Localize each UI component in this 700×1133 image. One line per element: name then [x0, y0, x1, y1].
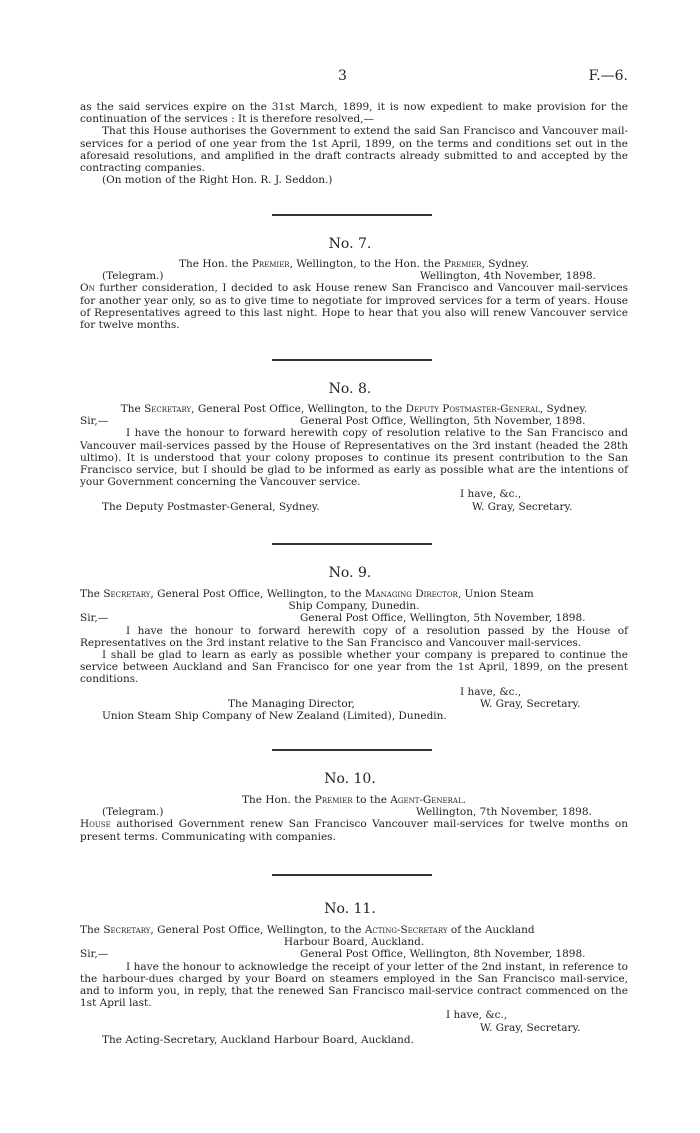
section-9: [80, 588, 628, 722]
section-number-7: No. 7.: [328, 236, 372, 252]
addressee-company: Union Steam Ship Company of New Zealand (Limited), Dunedin.: [102, 709, 447, 722]
addressee-line: [80, 710, 628, 722]
closing-line: [80, 686, 628, 698]
letter-body: I have the honour to acknowledge the receipt of your letter of the 2nd instant, in reference to the harbour-dues charged by your Board on steamers employed in the San Francisco mail-service, and to inform you, in reply, that the renewed San Francisco mail-service contract commenced on the 1st April last.: [80, 960, 628, 1010]
letter-body: I have the honour to forward herewith copy of resolution relative to the San Francisco and Vancouver mail-services passed by the House of Representatives on the 3rd instant (headed the 28th ultimo). It is understood that your colony proposes to continue its present contribution to the San Francisco service, but I should be glad to be informed as early as possible what are the intentions of your Government concerning the Vancouver service.: [80, 427, 628, 489]
telegram-body: On further consideration, I decided to ask House renew San Francisco and Vancouver mail-services for another year only, so as to give time to negotiate for improved services for a term of years. House of Representatives agreed to this last night. Hope to hear that you also will renew Vancouver service for twelve months.: [80, 282, 628, 331]
section-number-9: No. 9.: [328, 565, 372, 581]
letter-address: General Post Office, Wellington, 5th November, 1898.: [300, 612, 586, 625]
salutation: Sir,—: [80, 612, 109, 625]
letter-address: General Post Office, Wellington, 8th November, 1898.: [300, 948, 586, 961]
section-11-heading: The Secretary, General Post Office, Wellington, to the Acting-Secretary of the Auckland: [80, 924, 535, 936]
closing: I have, &c.,: [446, 1009, 508, 1022]
telegram-line: [80, 270, 628, 282]
addressee: The Deputy Postmaster-General, Sydney.: [102, 500, 320, 513]
section-divider: [272, 359, 432, 361]
letter-paragraph: I shall be glad to learn as early as possible whether your company is prepared to continue the service between Auckland and San Francisco for one year from the 1st April, 1899, on the present conditions.: [80, 649, 628, 686]
letter-address-line: [80, 948, 628, 960]
telegram-label: (Telegram.): [102, 806, 164, 819]
signature-line: [80, 698, 628, 710]
section-9-heading-continued: Ship Company, Dunedin.: [288, 600, 420, 613]
telegram-line: [80, 806, 628, 818]
section-divider: [272, 749, 432, 751]
closing: I have, &c.,: [460, 685, 522, 698]
section-divider: [272, 874, 432, 876]
telegram-label: (Telegram.): [102, 270, 164, 283]
letter-paragraph: I have the honour to forward herewith copy of a resolution passed by the House of Representatives on the 3rd instant relative to the San Francisco and Vancouver mail-services.: [80, 624, 628, 649]
intro-paragraph: as the said services expire on the 31st March, 1899, it is now expedient to make provision for the continuation of the services : It is therefore resolved,—: [80, 101, 628, 126]
section-9-heading: The Secretary, General Post Office, Wellington, to the Managing Director, Union Steam: [80, 588, 534, 600]
telegram-body: House authorised Government renew San Francisco Vancouver mail-services for twelve months on present terms. Communicating with companies.: [80, 818, 628, 843]
letter-address-line: [80, 415, 628, 427]
section-number-11: No. 11.: [324, 901, 376, 917]
section-7: [80, 258, 628, 331]
page-number: 3: [338, 68, 347, 84]
section-8-heading: The Secretary, General Post Office, Wellington, to the Deputy Postmaster-General, Sydney.: [120, 403, 588, 415]
salutation: Sir,—: [80, 415, 109, 428]
section-8: [80, 403, 628, 513]
signature: W. Gray, Secretary.: [480, 1021, 581, 1034]
closing-line: [80, 1009, 628, 1021]
document-code: F.—6.: [588, 68, 628, 84]
section-10-heading: The Hon. the Premier to the Agent-General.: [242, 794, 466, 806]
signature: W. Gray, Secretary.: [472, 500, 573, 513]
telegram-date: Wellington, 7th November, 1898.: [416, 806, 592, 819]
letter-address: General Post Office, Wellington, 5th November, 1898.: [300, 415, 586, 428]
section-number-10: No. 10.: [324, 771, 376, 787]
section-11: [80, 924, 628, 1046]
intro-block: [80, 101, 628, 186]
section-divider: [272, 214, 432, 216]
addressee: The Acting-Secretary, Auckland Harbour Board, Auckland.: [102, 1033, 414, 1046]
signature: W. Gray, Secretary.: [480, 697, 581, 710]
resolution-paragraph: That this House authorises the Government to extend the said San Francisco and Vancouver mail-services for a period of one year from the 1st April, 1899, on the terms and conditions set out in the aforesaid resolutions, and amplified in the draft contracts already submitted to and accepted by the contracting companies.: [80, 125, 628, 175]
page-header: [0, 68, 700, 86]
section-divider: [272, 543, 432, 545]
salutation: Sir,—: [80, 948, 109, 961]
section-number-8: No. 8.: [328, 381, 372, 397]
closing-line: [80, 488, 628, 500]
letter-address-line: [80, 612, 628, 624]
addressee: The Managing Director,: [228, 697, 355, 710]
signature-line: [80, 1022, 628, 1034]
section-10: [80, 794, 628, 843]
closing: I have, &c.,: [460, 488, 522, 501]
motion-note: (On motion of the Right Hon. R. J. Seddon.): [102, 174, 333, 187]
addressee-line: [80, 1034, 628, 1046]
signature-line: [80, 501, 628, 513]
section-11-heading-continued: Harbour Board, Auckland.: [283, 936, 425, 949]
section-7-heading: The Hon. the Premier, Wellington, to the Hon. the Premier, Sydney.: [179, 258, 529, 270]
telegram-date: Wellington, 4th November, 1898.: [420, 270, 596, 283]
